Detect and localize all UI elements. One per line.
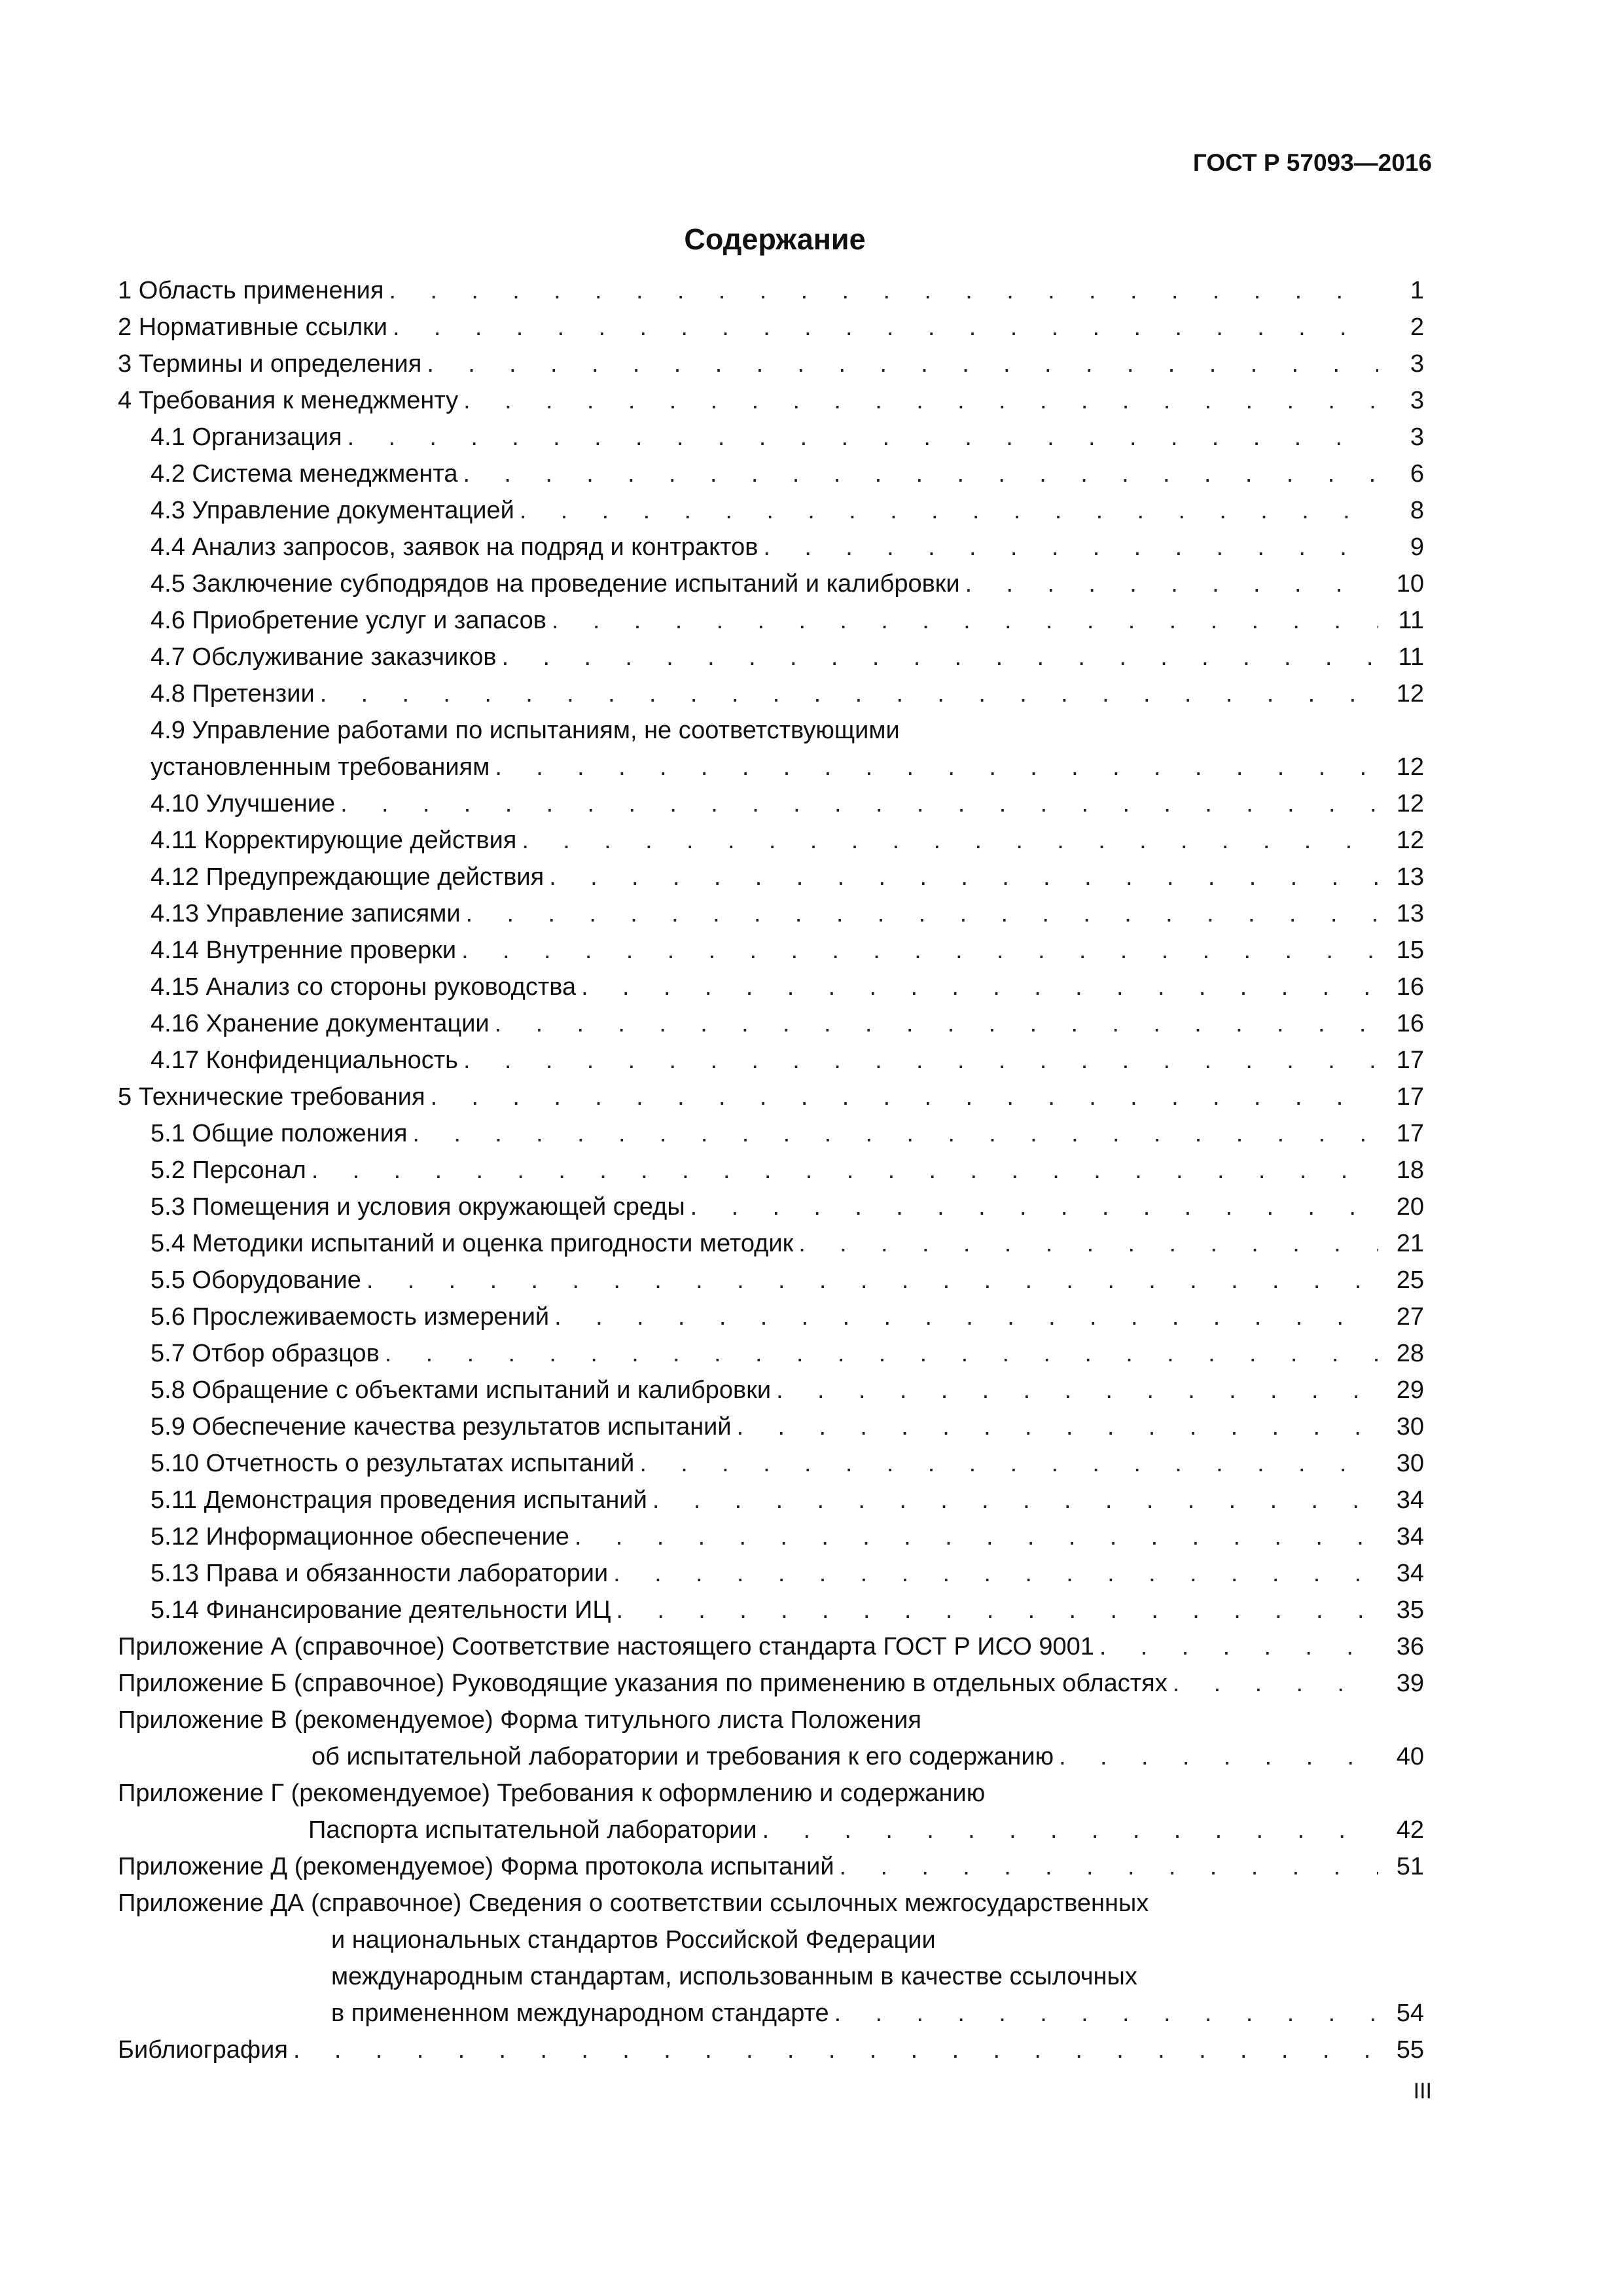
dot-leader xyxy=(490,749,1378,785)
toc-entry-5[interactable] xyxy=(118,1079,1424,1115)
toc-entry-4-6[interactable] xyxy=(118,602,1424,639)
toc-entry-page: 12 xyxy=(1396,827,1424,854)
toc-entry-page: 11 xyxy=(1398,643,1424,671)
dot-leader xyxy=(834,1848,1378,1885)
toc-entry-5-1[interactable] xyxy=(118,1115,1424,1152)
dot-leader xyxy=(549,1299,1378,1335)
dot-leader xyxy=(829,1995,1378,2032)
toc-entry-bibliography[interactable] xyxy=(118,2032,1424,2068)
toc-entry-page: 27 xyxy=(1396,1303,1424,1331)
toc-entry-4-17[interactable] xyxy=(118,1042,1424,1079)
toc-entry-label: 5.1 Общие положения xyxy=(151,1120,408,1147)
toc-entry-1[interactable] xyxy=(118,272,1424,309)
toc-entry-appendix-g[interactable] xyxy=(118,1812,1424,1848)
toc-entry-page: 1 xyxy=(1410,277,1424,304)
toc-entry-appendix-da-line2[interactable] xyxy=(118,1922,1424,1958)
toc-entry-label: 4.1 Организация xyxy=(151,423,342,451)
toc-entry-label: 4.15 Анализ со стороны руководства xyxy=(151,973,577,1001)
toc-entry-page: 28 xyxy=(1396,1340,1424,1367)
toc-entry-label: 5.5 Оборудование xyxy=(151,1266,361,1294)
standard-number: ГОСТ Р 57093—2016 xyxy=(1192,149,1432,176)
toc-entry-5-2[interactable] xyxy=(118,1152,1424,1189)
toc-entry-5-3[interactable] xyxy=(118,1189,1424,1225)
toc-entry-page: 34 xyxy=(1396,1486,1424,1514)
toc-entry-page: 40 xyxy=(1396,1743,1424,1770)
toc-entry-4-8[interactable] xyxy=(118,675,1424,712)
toc-entry-5-14[interactable] xyxy=(118,1592,1424,1628)
dot-leader xyxy=(1168,1665,1378,1702)
toc-entry-page: 55 xyxy=(1396,2036,1424,2064)
toc-entry-page: 8 xyxy=(1410,497,1424,524)
toc-entry-page: 15 xyxy=(1396,937,1424,964)
toc-entry-page: 18 xyxy=(1396,1157,1424,1184)
toc-entry-4-1[interactable] xyxy=(118,419,1424,456)
dot-leader xyxy=(546,602,1378,639)
toc-entry-label: 5.2 Персонал xyxy=(151,1157,306,1184)
toc-entry-label: Приложение В (рекомендуемое) Форма титульного листа Положения xyxy=(118,1706,921,1734)
table-of-contents xyxy=(118,272,1424,2068)
toc-entry-appendix-d[interactable] xyxy=(118,1848,1424,1885)
toc-entry-4-9-line1[interactable] xyxy=(118,712,1424,749)
toc-entry-label: 2 Нормативные ссылки xyxy=(118,314,387,341)
dot-leader xyxy=(288,2032,1378,2068)
toc-entry-5-4[interactable] xyxy=(118,1225,1424,1262)
toc-entry-page: 20 xyxy=(1396,1193,1424,1221)
toc-entry-page: 10 xyxy=(1396,570,1424,598)
toc-entry-page: 36 xyxy=(1396,1633,1424,1660)
dot-leader xyxy=(456,932,1378,969)
toc-entry-4-3[interactable] xyxy=(118,492,1424,529)
dot-leader xyxy=(514,492,1378,529)
toc-entry-label: 5.13 Права и обязанности лаборатории xyxy=(151,1560,609,1587)
toc-entry-label: 4.2 Система менеджмента xyxy=(151,460,458,488)
toc-entry-page: 25 xyxy=(1396,1266,1424,1294)
toc-entry-label: и национальных стандартов Российской Федерации xyxy=(331,1926,936,1954)
toc-entry-label: Приложение Д (рекомендуемое) Форма протокола испытаний xyxy=(118,1853,834,1880)
dot-leader xyxy=(342,419,1378,456)
toc-entry-label: 4 Требования к менеджменту xyxy=(118,387,459,414)
toc-entry-4[interactable] xyxy=(118,382,1424,419)
toc-entry-appendix-da-line3[interactable] xyxy=(118,1958,1424,1995)
toc-entry-label: об испытательной лаборатории и требования к его содержанию xyxy=(312,1743,1054,1770)
toc-entry-page: 17 xyxy=(1396,1047,1424,1074)
toc-entry-label: 4.4 Анализ запросов, заявок на подряд и контрактов xyxy=(151,533,758,561)
toc-entry-label: 5.12 Информационное обеспечение xyxy=(151,1523,569,1551)
toc-entry-page: 3 xyxy=(1410,350,1424,378)
dot-leader xyxy=(461,895,1378,932)
toc-entry-page: 30 xyxy=(1396,1413,1424,1441)
dot-leader xyxy=(960,565,1378,602)
page-number: III xyxy=(1413,2079,1432,2104)
dot-leader xyxy=(387,309,1378,346)
toc-entry-label: 4.14 Внутренние проверки xyxy=(151,937,457,964)
toc-entry-page: 12 xyxy=(1396,680,1424,708)
dot-leader xyxy=(647,1482,1378,1518)
toc-entry-label: 4.8 Претензии xyxy=(151,680,315,708)
toc-entry-label: 4.6 Приобретение услуг и запасов xyxy=(151,607,546,634)
toc-entry-appendix-b[interactable] xyxy=(118,1665,1424,1702)
toc-entry-appendix-da[interactable] xyxy=(118,1995,1424,2032)
toc-entry-label: Паспорта испытательной лаборатории xyxy=(308,1816,757,1844)
toc-entry-page: 21 xyxy=(1396,1230,1424,1257)
toc-entry-4-10[interactable] xyxy=(118,785,1424,822)
toc-entry-page: 16 xyxy=(1396,973,1424,1001)
toc-entry-page: 9 xyxy=(1410,533,1424,561)
dot-leader xyxy=(516,822,1378,859)
toc-entry-label: в примененном международном стандарте xyxy=(331,2000,829,2027)
dot-leader xyxy=(458,382,1378,419)
toc-entry-5-7[interactable] xyxy=(118,1335,1424,1372)
dot-leader xyxy=(1094,1628,1378,1665)
dot-leader xyxy=(306,1152,1378,1189)
toc-entry-label: 4.10 Улучшение xyxy=(151,790,336,817)
toc-entry-label: установленным требованиям xyxy=(151,753,490,781)
toc-entry-label: 4.5 Заключение субподрядов на проведение испытаний и калибровки xyxy=(151,570,960,598)
toc-entry-page: 34 xyxy=(1396,1523,1424,1551)
toc-entry-page: 6 xyxy=(1410,460,1424,488)
dot-leader xyxy=(611,1592,1378,1628)
toc-entry-label: Приложение Г (рекомендуемое) Требования к оформлению и содержанию xyxy=(118,1780,986,1807)
toc-entry-page: 51 xyxy=(1396,1853,1424,1880)
toc-entry-label: 5.3 Помещения и условия окружающей среды xyxy=(151,1193,685,1221)
toc-entry-label: 5.8 Обращение с объектами испытаний и калибровки xyxy=(151,1376,772,1404)
toc-entry-label: 3 Термины и определения xyxy=(118,350,422,378)
toc-entry-appendix-v[interactable] xyxy=(118,1738,1424,1775)
toc-entry-5-13[interactable] xyxy=(118,1555,1424,1592)
dot-leader xyxy=(497,639,1378,675)
dot-leader xyxy=(576,969,1378,1005)
toc-entry-page: 2 xyxy=(1410,314,1424,341)
dot-leader xyxy=(757,1812,1378,1848)
toc-entry-label: 5 Технические требования xyxy=(118,1083,425,1111)
dot-leader xyxy=(634,1445,1378,1482)
toc-entry-5-9[interactable] xyxy=(118,1408,1424,1445)
toc-entry-page: 17 xyxy=(1396,1083,1424,1111)
toc-entry-page: 39 xyxy=(1396,1670,1424,1697)
toc-entry-page: 12 xyxy=(1396,790,1424,817)
toc-entry-page: 17 xyxy=(1396,1120,1424,1147)
dot-leader xyxy=(315,675,1378,712)
toc-entry-page: 13 xyxy=(1396,900,1424,927)
toc-entry-label: международным стандартам, использованным в качестве ссылочных xyxy=(331,1963,1137,1990)
toc-entry-4-12[interactable] xyxy=(118,859,1424,895)
toc-entry-page: 42 xyxy=(1396,1816,1424,1844)
toc-entry-label: 4.13 Управление записями xyxy=(151,900,461,927)
toc-entry-label: 5.11 Демонстрация проведения испытаний xyxy=(151,1486,647,1514)
toc-entry-label: Библиография xyxy=(118,2036,288,2064)
toc-entry-appendix-da-line1[interactable] xyxy=(118,1885,1424,1922)
toc-entry-4-5[interactable] xyxy=(118,565,1424,602)
dot-leader xyxy=(383,272,1378,309)
toc-entry-appendix-v-line1[interactable] xyxy=(118,1702,1424,1738)
toc-entry-label: 5.14 Финансирование деятельности ИЦ xyxy=(151,1596,611,1624)
toc-entry-4-2[interactable] xyxy=(118,456,1424,492)
toc-entry-5-8[interactable] xyxy=(118,1372,1424,1408)
toc-entry-4-14[interactable] xyxy=(118,932,1424,969)
toc-entry-appendix-g-line1[interactable] xyxy=(118,1775,1424,1812)
toc-entry-page: 35 xyxy=(1396,1596,1424,1624)
toc-entry-page: 16 xyxy=(1396,1010,1424,1037)
dot-leader xyxy=(608,1555,1378,1592)
toc-entry-label: Приложение А (справочное) Соответствие настоящего стандарта ГОСТ Р ИСО 9001 xyxy=(118,1633,1094,1660)
toc-entry-label: 4.11 Корректирующие действия xyxy=(151,827,517,854)
toc-entry-label: 5.6 Прослеживаемость измерений xyxy=(151,1303,550,1331)
dot-leader xyxy=(425,1079,1378,1115)
dot-leader xyxy=(457,456,1378,492)
toc-entry-label: 5.7 Отбор образцов xyxy=(151,1340,380,1367)
toc-entry-4-9[interactable] xyxy=(118,749,1424,785)
dot-leader xyxy=(335,785,1378,822)
toc-entry-5-12[interactable] xyxy=(118,1518,1424,1555)
toc-entry-page: 12 xyxy=(1396,753,1424,781)
toc-entry-label: 4.16 Хранение документации xyxy=(151,1010,490,1037)
toc-entry-label: 5.4 Методики испытаний и оценка пригодности методик xyxy=(151,1230,794,1257)
dot-leader xyxy=(361,1262,1378,1299)
dot-leader xyxy=(569,1518,1378,1555)
toc-entry-label: 4.12 Предупреждающие действия xyxy=(151,863,544,891)
toc-entry-5-10[interactable] xyxy=(118,1445,1424,1482)
toc-entry-page: 13 xyxy=(1396,863,1424,891)
toc-entry-label: 4.7 Обслуживание заказчиков xyxy=(151,643,497,671)
dot-leader xyxy=(793,1225,1378,1262)
toc-entry-4-4[interactable] xyxy=(118,529,1424,565)
toc-entry-page: 29 xyxy=(1396,1376,1424,1404)
dot-leader xyxy=(458,1042,1378,1079)
toc-entry-label: 5.9 Обеспечение качества результатов испытаний xyxy=(151,1413,732,1441)
toc-entry-page: 11 xyxy=(1398,607,1424,634)
toc-entry-4-11[interactable] xyxy=(118,822,1424,859)
dot-leader xyxy=(407,1115,1378,1152)
dot-leader xyxy=(758,529,1378,565)
toc-entry-5-6[interactable] xyxy=(118,1299,1424,1335)
toc-entry-label: Приложение Б (справочное) Руководящие указания по применению в отдельных областях xyxy=(118,1670,1168,1697)
toc-entry-label: 4.3 Управление документацией xyxy=(151,497,514,524)
dot-leader xyxy=(685,1189,1378,1225)
toc-entry-label: 5.10 Отчетность о результатах испытаний xyxy=(151,1450,635,1477)
page-title: Содержание xyxy=(684,223,866,256)
dot-leader xyxy=(490,1005,1378,1042)
dot-leader xyxy=(421,346,1378,382)
toc-entry-label: Приложение ДА (справочное) Сведения о соответствии ссылочных межгосударственных xyxy=(118,1890,1149,1917)
toc-entry-page: 3 xyxy=(1410,423,1424,451)
toc-entry-2[interactable] xyxy=(118,309,1424,346)
toc-entry-page: 34 xyxy=(1396,1560,1424,1587)
toc-entry-4-13[interactable] xyxy=(118,895,1424,932)
toc-entry-appendix-a[interactable] xyxy=(118,1628,1424,1665)
toc-entry-label: 4.17 Конфиденциальность xyxy=(151,1047,458,1074)
toc-entry-5-5[interactable] xyxy=(118,1262,1424,1299)
toc-entry-3[interactable] xyxy=(118,346,1424,382)
toc-entry-label: 1 Область применения xyxy=(118,277,384,304)
toc-entry-page: 30 xyxy=(1396,1450,1424,1477)
toc-entry-label: 4.9 Управление работами по испытаниям, не соответствующими xyxy=(151,717,900,744)
toc-entry-page: 3 xyxy=(1410,387,1424,414)
toc-entry-4-16[interactable] xyxy=(118,1005,1424,1042)
toc-entry-4-15[interactable] xyxy=(118,969,1424,1005)
dot-leader xyxy=(732,1408,1378,1445)
toc-entry-page: 54 xyxy=(1396,2000,1424,2027)
toc-entry-4-7[interactable] xyxy=(118,639,1424,675)
dot-leader xyxy=(1054,1738,1378,1775)
dot-leader xyxy=(380,1335,1378,1372)
dot-leader xyxy=(771,1372,1378,1408)
toc-entry-5-11[interactable] xyxy=(118,1482,1424,1518)
dot-leader xyxy=(544,859,1378,895)
